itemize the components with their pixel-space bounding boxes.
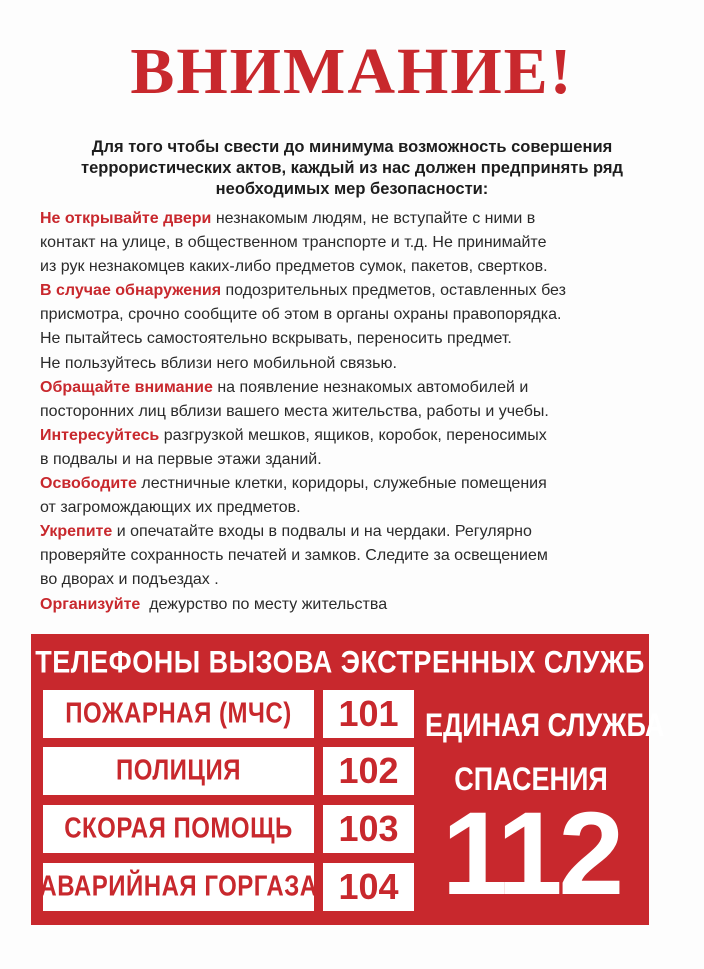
instruction-text: контакт на улице, в общественном транспорте и т.д. Не принимайте [40,234,547,252]
instruction-clear-stairs [40,472,680,520]
instruction-text: и опечатайте входы в подвалы и на чердаки. Регулярно [112,523,532,541]
instruction-text: в подвалы и на первые этажи зданий. [40,450,322,468]
unified-rescue-number: 112 [441,788,621,920]
instruction-suspicious-items [40,279,680,375]
service-name-police: ПОЛИЦИЯ [43,747,314,795]
instruction-text: дежурство по месту жительства [140,595,388,613]
intro-text [20,137,684,200]
instruction-text: незнакомым людям, не вступайте с ними в [211,210,536,227]
instruction-keyword: Укрепите [40,523,113,541]
instruction-text: присмотра, срочно сообщите об этом в органы охраны правопорядка. [40,306,562,324]
instruction-text: проверяйте сохранность печатей и замков. Следите за освещением [40,547,548,565]
instruction-text: подозрительных предметов, оставленных без [221,282,566,300]
emergency-phones-panel [31,634,665,925]
instruction-doors [40,207,680,279]
instruction-text: от загромождающих их предметов. [40,499,301,517]
service-number-gas: 104 [323,863,414,911]
instruction-keyword: Не открывайте двери [40,210,212,227]
instruction-text: на появление незнакомых автомобилей и [212,378,529,396]
intro-line: террористических актов, каждый из нас должен предпринять ряд [80,159,624,177]
instruction-text: лестничные клетки, коридоры, служебные помещения [136,475,547,493]
instruction-keyword: Обращайте внимание [40,378,213,396]
service-number-fire: 101 [323,690,414,738]
instruction-unloading [40,424,680,472]
service-name-ambulance: СКОРАЯ ПОМОЩЬ [43,805,314,853]
instruction-text: из рук незнакомцев каких-либо предметов сумок, пакетов, свертков. [40,258,548,276]
instruction-text: разгрузкой мешков, ящиков, коробок, переносимых [159,426,547,444]
panel-title: ТЕЛЕФОНЫ ВЫЗОВА ЭКСТРЕННЫХ СЛУЖБ [35,644,645,680]
unified-rescue-line: СПАСЕНИЯ [454,761,608,797]
service-name-gas: АВАРИЙНАЯ ГОРГАЗА [43,863,314,911]
instruction-keyword: Организуйте [40,595,141,613]
service-name-fire: ПОЖАРНАЯ (МЧС) [43,690,314,738]
instruction-keyword: В случае обнаружения [40,282,222,300]
instruction-text: Не пытайтесь самостоятельно вскрывать, переносить предмет. [40,330,512,348]
service-number-ambulance: 103 [323,805,414,853]
page-title: ВНИМАНИЕ! [130,35,574,108]
instruction-text: Не пользуйтесь вблизи него мобильной связью. [40,354,397,372]
instruction-organize-duty [40,593,680,617]
instruction-text: посторонних лиц вблизи вашего места жительства, работы и учебы. [40,402,549,420]
instruction-attention [40,376,680,424]
service-number-police: 102 [323,747,414,795]
safety-instructions [40,207,680,617]
intro-line: необходимых мер безопасности: [215,180,489,198]
instruction-secure-entrances [40,520,680,592]
intro-line: Для того чтобы свести до минимума возможность совершения [91,138,613,156]
instruction-keyword: Интересуйтесь [40,426,160,444]
instruction-text: во дворах и подъездах . [40,571,219,589]
instruction-keyword: Освободите [40,475,137,493]
unified-rescue-line: ЕДИНАЯ СЛУЖБА [425,707,665,743]
